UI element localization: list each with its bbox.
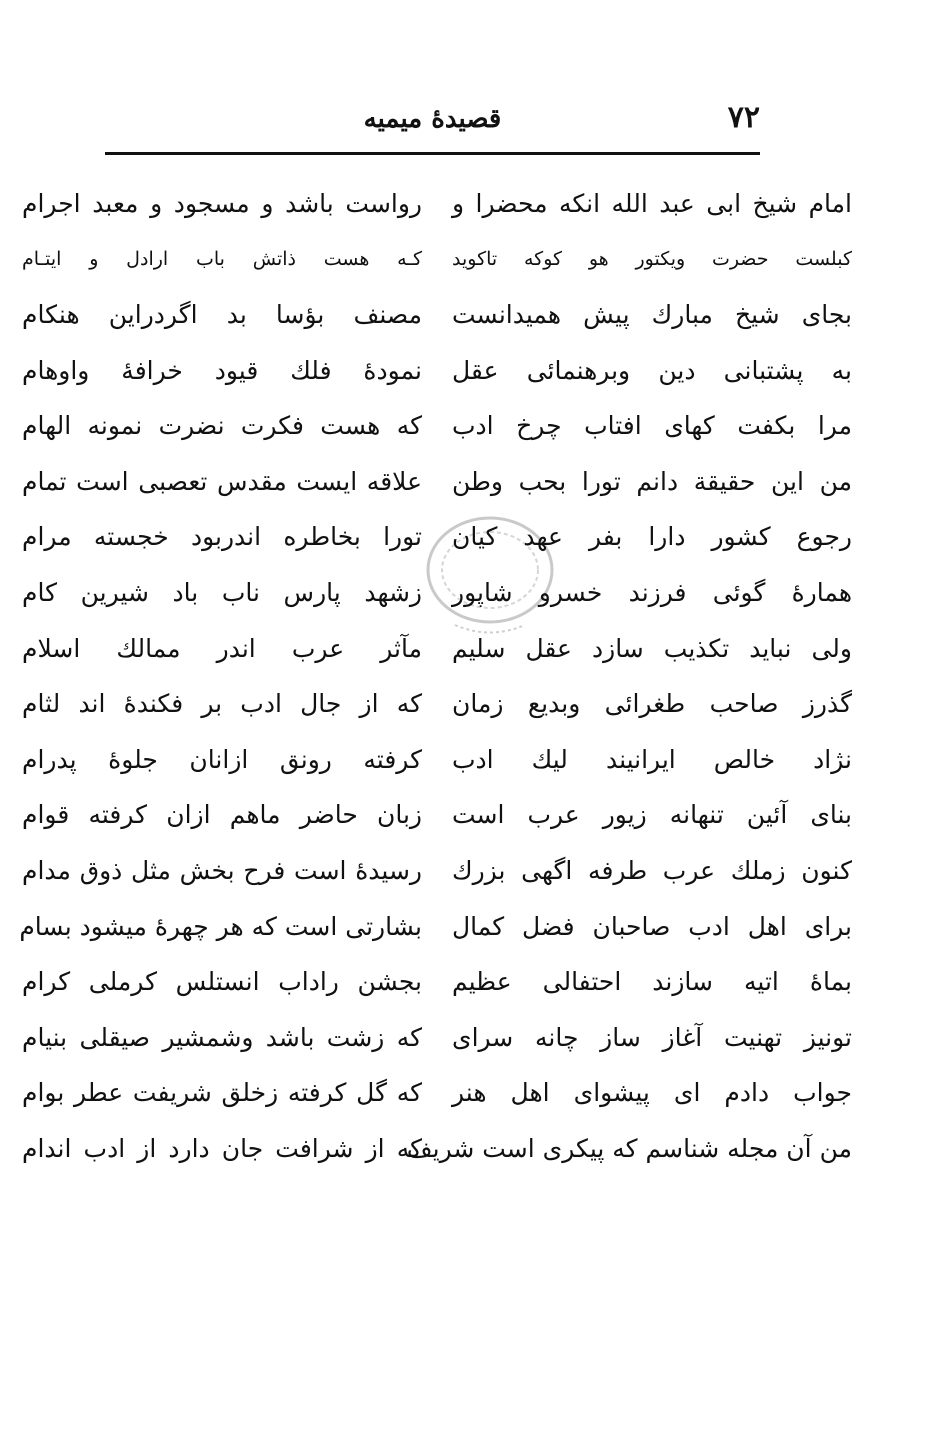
verse-left-hemistich: رواست باشد و مسجود و معبد اجرام (22, 188, 422, 218)
verse-left-hemistich: تورا بخاطره اندربود خجسته مرام (22, 522, 422, 552)
verse-right-hemistich: نژاد خالص ایرانیند لیك ادب (452, 744, 852, 774)
verse-right-hemistich: همارهٔ گوئی فرزند خسرو شاپور (452, 577, 852, 607)
verse-line (22, 398, 852, 454)
verse-line (22, 954, 852, 1010)
verse-right-hemistich: مرا بکفت کهای افتاب چرخ ادب (452, 411, 852, 441)
verse-right-hemistich: بماهٔ اتیه سازند احتفالی عظیم (452, 967, 852, 997)
verse-right-hemistich: تونیز تهنیت آغاز ساز چانه سرای (452, 1022, 852, 1052)
verse-line (19, 899, 852, 955)
verse-line (22, 1010, 852, 1066)
verse-right-hemistich: گذرز صاحب طغرائی وبدیع زمان (452, 689, 852, 719)
verse-right-hemistich: ولی نباید تکذیب سازد عقل سلیم (452, 633, 852, 663)
verse-line (22, 454, 852, 510)
page-number: ۷۲ (727, 100, 760, 135)
verse-left-hemistich: که هست فکرت نضرت نمونه الهام (22, 411, 422, 441)
verse-left-hemistich: زشهد پارس ناب باد شیرین کام (22, 577, 422, 607)
verse-line (22, 176, 852, 232)
verse-left-hemistich: کرفته رونق ازانان جلوهٔ پدرام (22, 744, 422, 774)
verse-right-hemistich: من این حقیقة دانم تورا بحب وطن (452, 466, 852, 496)
verse-line (22, 565, 852, 621)
verse-left-hemistich: که زشت باشد وشمشیر صیقلی بنیام (22, 1022, 422, 1052)
verse-right-hemistich: کنون زملك عرب طرفه اگهی بزرك (452, 855, 852, 885)
verse-line (22, 788, 852, 844)
verse-right-hemistich: امام شیخ ابی عبد الله انکه محضرا و (452, 188, 852, 218)
verse-left-hemistich: که از جال ادب بر فکندهٔ اند لثام (22, 689, 422, 719)
verse-line (22, 287, 852, 343)
verse-right-hemistich: برای اهل ادب صاحبان فضل کمال (452, 911, 852, 941)
verse-left-hemistich: که از شرافت جان دارد از ادب اندام (22, 1133, 422, 1163)
verse-left-hemistich: کـه هست ذاتش باب ارادل و ایتـام (22, 247, 422, 270)
verse-right-hemistich: کبلست حضرت ویکتور هو کوکه تاکوید (452, 247, 852, 270)
verse-right-hemistich: به پشتبانی دین وبرهنمائی عقل (452, 355, 852, 385)
poem-body (19, 176, 852, 1177)
verse-left-hemistich: مآثر عرب اندر ممالك اسلام (22, 633, 422, 663)
verse-right-hemistich: جواب دادم ای پیشوای اهل هنر (452, 1078, 852, 1108)
verse-left-hemistich: نمودهٔ فلك قیود خرافهٔ واوهام (22, 355, 422, 385)
verse-right-hemistich: رجوع کشور دارا بفر عهد کیان (452, 522, 852, 552)
verse-line (22, 343, 852, 399)
verse-left-hemistich: زبان حاضر ماهم ازان کرفته قوام (22, 800, 422, 830)
verse-line (22, 732, 852, 788)
verse-line (22, 232, 852, 288)
verse-line (22, 676, 852, 732)
verse-left-hemistich: که گل کرفته زخلق شریفت عطر بوام (22, 1078, 422, 1108)
running-title: قصیدهٔ میمیه (363, 104, 502, 134)
header-rule (105, 152, 760, 155)
verse-line (22, 843, 852, 899)
verse-right-hemistich: بجای شیخ مبارك پیش همیدانست (452, 299, 852, 329)
verse-left-hemistich: مصنف بؤسا بد اگردراین هنکام (22, 299, 422, 329)
verse-line (22, 1066, 852, 1122)
verse-left-hemistich: بشارتی است که هر چهرهٔ میشود بسام (19, 911, 422, 941)
verse-right-hemistich: من آن مجله شناسم که پیکری است شریف (406, 1133, 852, 1163)
verse-line (22, 510, 852, 566)
verse-line (22, 621, 852, 677)
verse-right-hemistich: بنای آئین تنهانه زیور عرب است (452, 800, 852, 830)
page-header (105, 100, 760, 150)
verse-line (22, 1121, 852, 1177)
verse-left-hemistich: بجشن راداب انستلس کرملی کرام (22, 967, 422, 997)
verse-left-hemistich: علاقه ایست مقدس تعصبی است تمام (22, 466, 422, 496)
verse-left-hemistich: رسیدهٔ است فرح بخش مثل ذوق مدام (22, 855, 422, 885)
